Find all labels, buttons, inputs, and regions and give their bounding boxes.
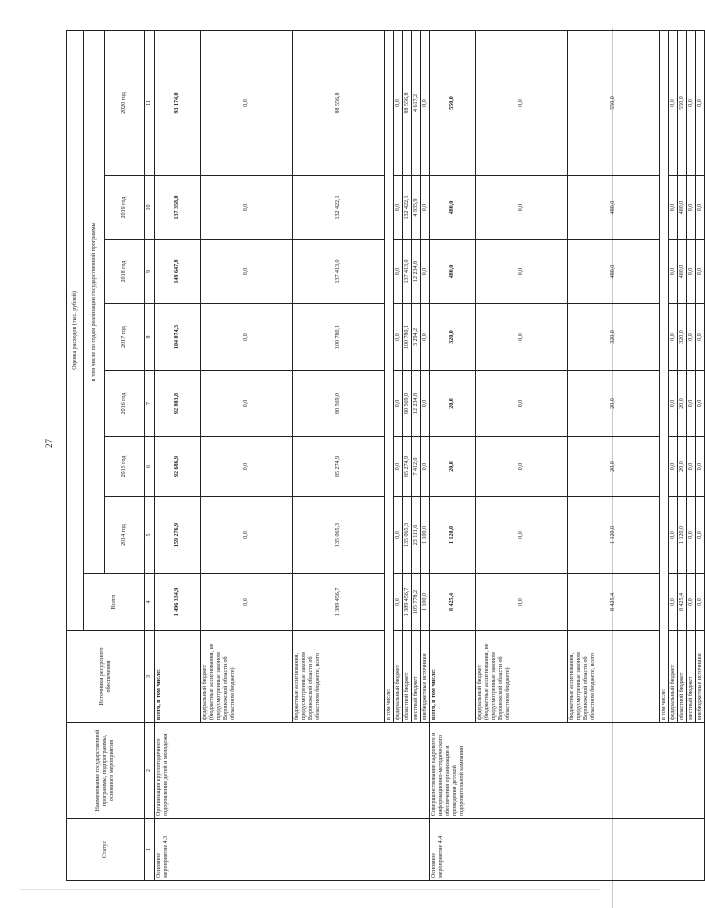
value-cell: 0,0 bbox=[421, 371, 430, 437]
value-cell: 20,0 bbox=[568, 371, 660, 437]
value-cell: 0,0 bbox=[394, 371, 403, 437]
value-cell: 80 569,0 bbox=[293, 371, 385, 437]
value-cell: 4 935,9 bbox=[412, 176, 421, 240]
value-cell: 0,0 bbox=[421, 176, 430, 240]
value-cell: 0,0 bbox=[201, 371, 293, 437]
value-cell: 0,0 bbox=[669, 437, 678, 497]
value-cell: 92 803,8 bbox=[155, 371, 201, 437]
value-cell: 0,0 bbox=[421, 304, 430, 371]
table-body bbox=[155, 30, 705, 880]
value-cell: 159 276,9 bbox=[155, 497, 201, 574]
header-year: 2018 год bbox=[105, 240, 145, 304]
value-cell: 0,0 bbox=[421, 437, 430, 497]
value-cell: 105 778,2 bbox=[412, 574, 421, 631]
value-cell: 88 556,8 bbox=[293, 30, 385, 175]
value-cell: 0,0 bbox=[696, 437, 705, 497]
value-cell: 92 686,9 bbox=[155, 437, 201, 497]
column-index: 4 bbox=[145, 574, 155, 631]
value-cell: 0,0 bbox=[687, 30, 696, 175]
value-cell: 480,0 bbox=[568, 240, 660, 304]
program-name-cell: Совершенствование кадрового и информационно-методического обеспечения организации и проведения детской оздоровительной кампании bbox=[430, 723, 705, 819]
source-cell: областной бюджет bbox=[678, 631, 687, 723]
value-cell: 0,0 bbox=[696, 371, 705, 437]
status-cell: Основное мероприятие 4.3 bbox=[155, 819, 430, 881]
source-cell: федеральный бюджет bbox=[394, 631, 403, 723]
value-cell: 7 412,0 bbox=[412, 437, 421, 497]
value-cell: 480,0 bbox=[430, 176, 476, 240]
program-name-cell: Организация круглогодичного оздоровления детей и молодежи bbox=[155, 723, 430, 819]
value-cell: 0,0 bbox=[696, 497, 705, 574]
source-cell: федеральный бюджет (бюджетные ассигнования, не предусмотренные законом Воронежской области об областном бюджете) bbox=[476, 631, 568, 723]
value-cell: 0,0 bbox=[669, 240, 678, 304]
value-cell: 23 111,6 bbox=[412, 497, 421, 574]
value-cell: 8 425,4 bbox=[430, 574, 476, 631]
value-cell: 0,0 bbox=[476, 304, 568, 371]
value-cell: 320,0 bbox=[430, 304, 476, 371]
column-index: 6 bbox=[145, 437, 155, 497]
value-cell: 1 389 456,7 bbox=[293, 574, 385, 631]
value-cell: 0,0 bbox=[696, 574, 705, 631]
subcaption-cell: в том числе: bbox=[660, 30, 669, 722]
value-cell: 0,0 bbox=[394, 574, 403, 631]
value-cell: 0,0 bbox=[476, 497, 568, 574]
header-year: 2016 год bbox=[105, 371, 145, 437]
source-cell: местный бюджет bbox=[412, 631, 421, 723]
header-year: 2020 год bbox=[105, 30, 145, 175]
source-cell: всего, в том числе: bbox=[430, 631, 476, 723]
value-cell: 0,0 bbox=[687, 240, 696, 304]
value-cell: 20,0 bbox=[678, 437, 687, 497]
value-cell: 85 274,9 bbox=[403, 437, 412, 497]
value-cell: 480,0 bbox=[430, 240, 476, 304]
value-cell: 0,0 bbox=[476, 240, 568, 304]
value-cell: 320,0 bbox=[678, 304, 687, 371]
value-cell: 0,0 bbox=[394, 304, 403, 371]
value-cell: 132 422,1 bbox=[403, 176, 412, 240]
value-cell: 104 074,3 bbox=[155, 304, 201, 371]
value-cell: 20,0 bbox=[568, 437, 660, 497]
value-cell: 0,0 bbox=[476, 437, 568, 497]
value-cell: 100 780,1 bbox=[403, 304, 412, 371]
table-row bbox=[155, 30, 201, 880]
value-cell: 550,0 bbox=[678, 30, 687, 175]
value-cell: 0,0 bbox=[669, 574, 678, 631]
footer-rule bbox=[20, 889, 600, 890]
value-cell: 149 647,8 bbox=[155, 240, 201, 304]
value-cell: 8 425,4 bbox=[678, 574, 687, 631]
value-cell: 0,0 bbox=[687, 497, 696, 574]
value-cell: 0,0 bbox=[394, 30, 403, 175]
value-cell: 0,0 bbox=[201, 574, 293, 631]
value-cell: 0,0 bbox=[696, 304, 705, 371]
header-year: 2017 год bbox=[105, 304, 145, 371]
value-cell: 1 100,0 bbox=[421, 574, 430, 631]
value-cell: 20,0 bbox=[678, 371, 687, 437]
value-cell: 4 617,2 bbox=[412, 30, 421, 175]
value-cell: 0,0 bbox=[669, 30, 678, 175]
column-index: 5 bbox=[145, 497, 155, 574]
value-cell: 320,0 bbox=[568, 304, 660, 371]
value-cell: 0,0 bbox=[669, 371, 678, 437]
column-index: 1 bbox=[145, 819, 155, 881]
value-cell: 0,0 bbox=[669, 497, 678, 574]
value-cell: 0,0 bbox=[476, 574, 568, 631]
header-year: 2014 год bbox=[105, 497, 145, 574]
value-cell: 12 234,8 bbox=[412, 240, 421, 304]
value-cell: 88 556,8 bbox=[403, 30, 412, 175]
source-cell: всего, в том числе: bbox=[155, 631, 201, 723]
header-years-caption: в том числе по годам реализации государственной программы bbox=[84, 30, 105, 573]
value-cell: 0,0 bbox=[687, 437, 696, 497]
value-cell: 1 496 334,9 bbox=[155, 574, 201, 631]
value-cell: 1 120,0 bbox=[568, 497, 660, 574]
source-cell: бюджетные ассигнования, предусмотренные законом Воронежской области об областном бюджете, всего bbox=[568, 631, 660, 723]
header-status: Статус bbox=[67, 819, 145, 881]
rotated-page bbox=[66, 31, 703, 881]
value-cell: 0,0 bbox=[394, 437, 403, 497]
value-cell: 1 100,0 bbox=[421, 497, 430, 574]
value-cell: 0,0 bbox=[696, 30, 705, 175]
source-cell: федеральный бюджет (бюджетные ассигнования, не предусмотренные законом Воронежской области об областном бюджете) bbox=[201, 631, 293, 723]
value-cell: 0,0 bbox=[696, 176, 705, 240]
value-cell: 100 780,1 bbox=[293, 304, 385, 371]
column-index: 8 bbox=[145, 304, 155, 371]
value-cell: 0,0 bbox=[421, 240, 430, 304]
value-cell: 137 358,0 bbox=[155, 176, 201, 240]
value-cell: 20,0 bbox=[430, 371, 476, 437]
source-cell: местный бюджет bbox=[687, 631, 696, 723]
status-cell: Основное мероприятие 4.4 bbox=[430, 819, 705, 881]
value-cell: 1 120,0 bbox=[430, 497, 476, 574]
value-cell: 132 422,1 bbox=[293, 176, 385, 240]
table-header bbox=[67, 30, 155, 880]
value-cell: 550,0 bbox=[430, 30, 476, 175]
header-year: 2019 год bbox=[105, 176, 145, 240]
column-index: 2 bbox=[145, 723, 155, 819]
value-cell: 135 065,3 bbox=[403, 497, 412, 574]
column-index: 3 bbox=[145, 631, 155, 723]
value-cell: 3 294,2 bbox=[412, 304, 421, 371]
source-cell: бюджетные ассигнования, предусмотренные законом Воронежской области об областном бюджете, всего bbox=[293, 631, 385, 723]
value-cell: 480,0 bbox=[678, 240, 687, 304]
value-cell: 0,0 bbox=[201, 437, 293, 497]
value-cell: 0,0 bbox=[476, 176, 568, 240]
header-source: Источники ресурсного обеспечения bbox=[67, 631, 145, 723]
value-cell: 480,0 bbox=[568, 176, 660, 240]
value-cell: 550,0 bbox=[568, 30, 660, 175]
value-cell: 0,0 bbox=[687, 304, 696, 371]
value-cell: 0,0 bbox=[201, 304, 293, 371]
value-cell: 0,0 bbox=[476, 30, 568, 175]
column-index: 7 bbox=[145, 371, 155, 437]
value-cell: 0,0 bbox=[394, 240, 403, 304]
page-number: 27 bbox=[44, 439, 54, 448]
value-cell: 0,0 bbox=[669, 304, 678, 371]
value-cell: 0,0 bbox=[201, 497, 293, 574]
value-cell: 135 065,3 bbox=[293, 497, 385, 574]
resource-table bbox=[66, 30, 705, 881]
value-cell: 0,0 bbox=[394, 497, 403, 574]
header-estimate: Оценка расходов (тыс. рублей) bbox=[67, 30, 84, 630]
source-cell: внебюджетные источники bbox=[421, 631, 430, 723]
source-cell: областной бюджет bbox=[403, 631, 412, 723]
value-cell: 137 413,0 bbox=[293, 240, 385, 304]
value-cell: 0,0 bbox=[201, 240, 293, 304]
value-cell: 480,0 bbox=[678, 176, 687, 240]
source-cell: внебюджетные источники bbox=[696, 631, 705, 723]
header-total: Всего bbox=[84, 574, 145, 631]
header-name: Наименование государственной программы, подпрограммы, основного мероприятия bbox=[67, 723, 145, 819]
value-cell: 0,0 bbox=[669, 176, 678, 240]
value-cell: 80 569,0 bbox=[403, 371, 412, 437]
value-cell: 8 425,4 bbox=[568, 574, 660, 631]
value-cell: 12 234,8 bbox=[412, 371, 421, 437]
value-cell: 1 389 456,7 bbox=[403, 574, 412, 631]
value-cell: 0,0 bbox=[687, 371, 696, 437]
value-cell: 0,0 bbox=[476, 371, 568, 437]
value-cell: 0,0 bbox=[421, 30, 430, 175]
subcaption-cell: в том числе: bbox=[385, 30, 394, 722]
value-cell: 0,0 bbox=[687, 574, 696, 631]
column-index: 10 bbox=[145, 176, 155, 240]
column-index: 9 bbox=[145, 240, 155, 304]
value-cell: 1 120,0 bbox=[678, 497, 687, 574]
value-cell: 0,0 bbox=[696, 240, 705, 304]
value-cell: 0,0 bbox=[687, 176, 696, 240]
column-index: 11 bbox=[145, 30, 155, 175]
value-cell: 137 413,0 bbox=[403, 240, 412, 304]
source-cell: федеральный бюджет bbox=[669, 631, 678, 723]
value-cell: 0,0 bbox=[201, 176, 293, 240]
index-row bbox=[145, 30, 155, 880]
value-cell: 20,0 bbox=[430, 437, 476, 497]
table-row bbox=[430, 30, 476, 880]
value-cell: 85 274,9 bbox=[293, 437, 385, 497]
value-cell: 0,0 bbox=[394, 176, 403, 240]
header-year: 2015 год bbox=[105, 437, 145, 497]
value-cell: 0,0 bbox=[201, 30, 293, 175]
value-cell: 93 174,0 bbox=[155, 30, 201, 175]
